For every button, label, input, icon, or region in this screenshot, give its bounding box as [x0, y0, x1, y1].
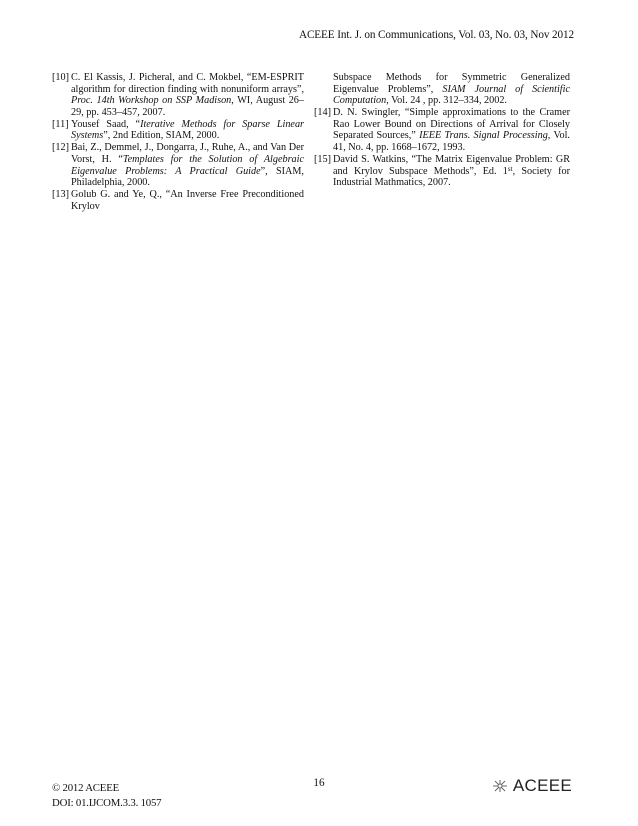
reference-number: [11] — [52, 118, 69, 130]
reference-text: Subspace Methods for Symmetric Generalized Eigenvalue Problems”, — [333, 72, 570, 95]
reference-entry — [314, 107, 570, 153]
references-right-column — [314, 72, 570, 189]
reference-number: [12] — [52, 142, 69, 154]
reference-title: IEEE Trans. Signal Processing — [419, 130, 548, 142]
reference-title: Templates for the Solution of Algebraic Eigenvalue Problems: A Practical Guide — [71, 153, 305, 177]
reference-entry — [52, 189, 304, 212]
reference-text: Bai, Z., Demmel, J., Dongarra, J., Ruhe, A., and Van Der Vorst, H. “ — [71, 142, 304, 165]
reference-text: st — [507, 164, 513, 173]
reference-number: [15] — [314, 153, 331, 165]
reference-text: , Vol. 24 , pp. 312–334, 2002. — [386, 95, 507, 107]
reference-number: [14] — [314, 107, 331, 119]
reference-text: D. N. Swingler, “Simple approximations to the Cramer Rao Lower Bound on Directions of Arrival for Closely Separated Sources,” — [333, 107, 570, 142]
reference-entry — [314, 154, 570, 189]
aceee-logo — [490, 776, 572, 796]
reference-text: ”, SIAM, Philadelphia, 2000. — [71, 165, 304, 189]
page-number: 16 — [313, 777, 325, 789]
reference-number: [13] — [52, 189, 69, 201]
copyright-text: © 2012 ACEEE — [52, 782, 119, 794]
star-burst-icon — [490, 778, 510, 794]
reference-entry — [52, 119, 304, 142]
references-left-column — [52, 72, 304, 213]
reference-entry — [52, 72, 304, 118]
reference-number: [10] — [52, 72, 69, 83]
reference-text: C. El Kassis, J. Picheral, and C. Mokbel, “EM-ESPRIT algorithm for direction finding with nonuniform arrays”, — [71, 72, 304, 95]
reference-text: David S. Watkins, “The Matrix Eigenvalue Problem: GR and Krylov Subspace Methods”, Ed. 1 — [333, 153, 570, 177]
reference-title: Iterative Methods for Sparse Linear Systems — [71, 118, 304, 142]
doi-text: DOI: 01.IJCOM.3.3. 1057 — [52, 797, 162, 809]
reference-text: , WI, August 26–29, pp. 453–457, 2007. — [71, 95, 304, 118]
reference-text: , Vol. 41, No. 4, pp. 1668–1672, 1993. — [333, 130, 570, 153]
reference-text: Yousef Saad, “ — [71, 118, 141, 130]
reference-entry — [52, 142, 304, 188]
reference-text: , Society for Industrial Mathmatics, 2007. — [333, 165, 571, 189]
reference-entry — [314, 72, 570, 107]
reference-text: Golub G. and Ye, Q., “An Inverse Free Preconditioned Krylov — [71, 189, 304, 212]
reference-title: Proc. 14th Workshop on SSP Madison — [71, 95, 232, 107]
journal-header: ACEEE Int. J. on Communications, Vol. 03, No. 03, Nov 2012 — [298, 29, 574, 41]
logo-text: ACEEE — [512, 776, 572, 795]
reference-title: SIAM Journal of Scientific Computation — [333, 83, 570, 107]
reference-text: ”, 2nd Edition, SIAM, 2000. — [103, 130, 220, 142]
